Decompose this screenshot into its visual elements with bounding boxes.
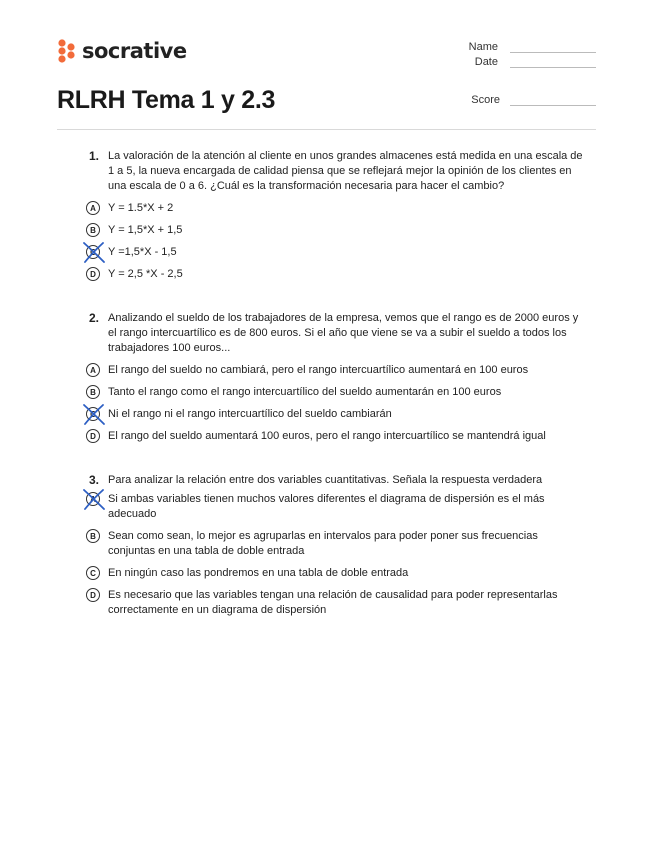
option-bubble[interactable]: B (86, 385, 100, 399)
handwritten-x-mark-icon (82, 240, 106, 264)
answer-option-a[interactable] (86, 492, 586, 522)
option-text: Tanto el rango como el rango intercuartílico del sueldo aumentarán en 100 euros (108, 386, 502, 398)
answer-option-b[interactable] (86, 223, 586, 238)
question-number: 1. (89, 149, 100, 163)
socrative-dots-icon (56, 38, 78, 64)
answer-option-a[interactable] (86, 363, 586, 378)
option-bubble[interactable]: A (86, 492, 100, 506)
option-bubble[interactable]: C (86, 566, 100, 580)
option-bubble[interactable]: C (86, 245, 100, 259)
option-text: Es necesario que las variables tengan una relación de causalidad para poder representarlas correctamente en un diagrama de dispersión (108, 589, 558, 616)
question-1 (86, 149, 586, 282)
option-bubble[interactable]: A (86, 201, 100, 215)
option-text: Si ambas variables tienen muchos valores diferentes el diagrama de dispersión es el más adecuado (108, 493, 545, 520)
brand-name: socrative (82, 39, 187, 63)
score-label: Score (471, 94, 500, 106)
option-bubble[interactable]: A (86, 363, 100, 377)
quiz-title: RLRH Tema 1 y 2.3 (57, 86, 276, 114)
question-stem (86, 311, 586, 356)
option-text: El rango del sueldo no cambiará, pero el rango intercuartílico aumentará en 100 euros (108, 364, 529, 376)
name-line (510, 52, 596, 53)
answer-option-a[interactable] (86, 201, 586, 216)
question-stem (86, 149, 586, 194)
option-text: Y =1,5*X - 1,5 (108, 246, 177, 258)
option-bubble[interactable]: B (86, 223, 100, 237)
answer-option-b[interactable] (86, 385, 586, 400)
question-number: 2. (89, 311, 100, 325)
answer-option-b[interactable] (86, 529, 586, 559)
name-label: Name (468, 41, 498, 53)
option-text: Y = 2,5 *X - 2,5 (108, 268, 183, 280)
question-text: Para analizar la relación entre dos variables cuantitativas. Señala la respuesta verdadera (108, 474, 543, 486)
answer-option-c[interactable] (86, 245, 586, 260)
option-text: Ni el rango ni el rango intercuartílico del sueldo cambiarán (108, 408, 392, 420)
question-text: Analizando el sueldo de los trabajadores de la empresa, vemos que el rango es de 2000 euros y el rango intercuartílico es de 800 euros. Si el año que viene se va a subir el sueldo a todos los trabajadores 100 euros... (108, 312, 579, 354)
socrative-logo (56, 38, 187, 64)
date-label: Date (474, 56, 498, 68)
answer-option-c[interactable] (86, 566, 586, 581)
option-bubble[interactable]: D (86, 429, 100, 443)
question-stem (86, 473, 586, 488)
option-bubble[interactable]: C (86, 407, 100, 421)
score-line (510, 105, 596, 106)
option-text: En ningún caso las pondremos en una tabla de doble entrada (108, 567, 409, 579)
answer-option-c[interactable] (86, 407, 586, 422)
header-divider (57, 129, 596, 130)
option-bubble[interactable]: D (86, 588, 100, 602)
question-text: La valoración de la atención al cliente en unos grandes almacenes está medida en una escala de 1 a 5, la nueva encargada de calidad piensa que se reflejará mejor la opinión de los clientes en una escala de 0 a 6. ¿Cuál es la transformación necesaria para hacer el cambio? (108, 150, 583, 192)
option-bubble[interactable]: D (86, 267, 100, 281)
option-text: El rango del sueldo aumentará 100 euros, pero el rango intercuartílico se mantendrá igual (108, 430, 546, 442)
option-text: Sean como sean, lo mejor es agruparlas en intervalos para poder poner sus frecuencias conjuntas en una tabla de doble entrada (108, 530, 538, 557)
option-text: Y = 1,5*X + 1,5 (108, 224, 183, 236)
question-number: 3. (89, 473, 100, 487)
handwritten-x-mark-icon (82, 402, 106, 426)
question-3 (86, 473, 586, 618)
handwritten-x-mark-icon (82, 487, 106, 511)
option-bubble[interactable]: B (86, 529, 100, 543)
answer-option-d[interactable] (86, 267, 586, 282)
date-line (510, 67, 596, 68)
answer-option-d[interactable] (86, 588, 586, 618)
question-2 (86, 311, 586, 444)
answer-option-d[interactable] (86, 429, 586, 444)
option-text: Y = 1.5*X + 2 (108, 202, 174, 214)
